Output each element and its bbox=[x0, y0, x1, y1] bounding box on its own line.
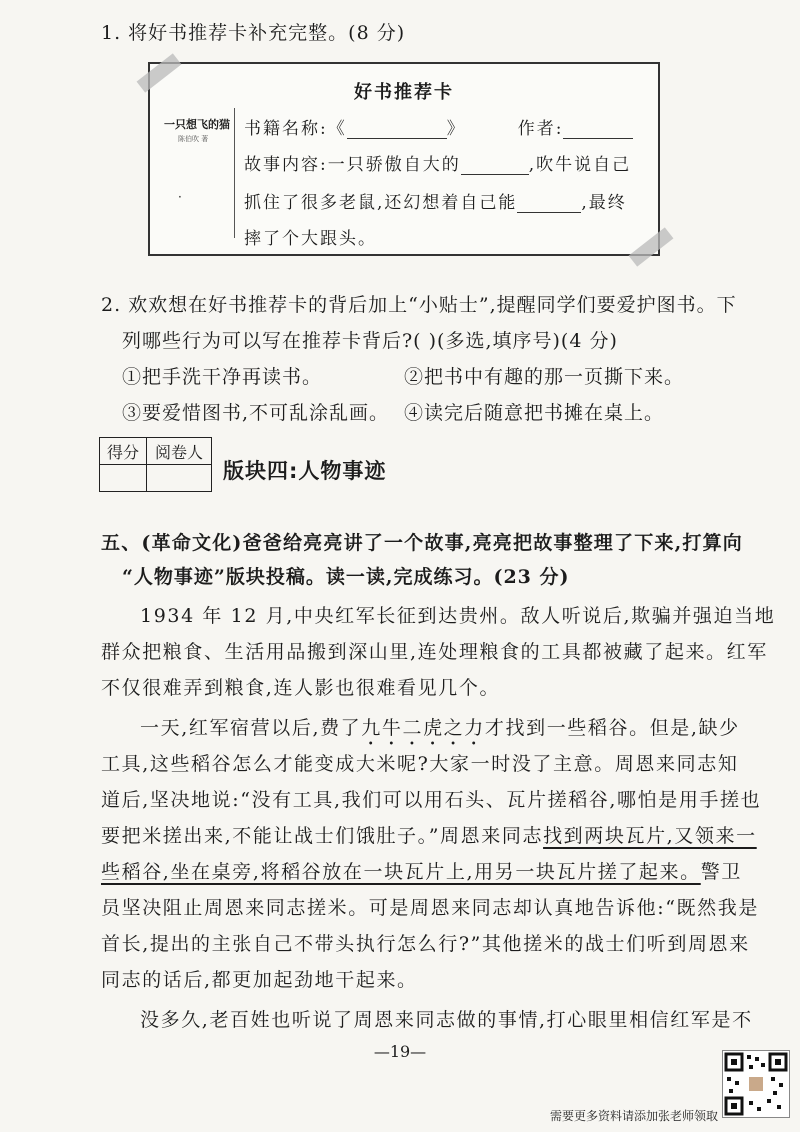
option-3: ③要爱惜图书,不可乱涂乱画。 bbox=[122, 402, 390, 424]
idiom-with-dots: 九牛二虎之力 bbox=[361, 717, 485, 739]
passage-line: 首长,提出的主张自己不带头执行怎么行?”其他搓米的战士们听到周恩来 bbox=[101, 933, 750, 955]
passage-line: 同志的话后,都更加起劲地干起来。 bbox=[101, 969, 418, 991]
footer-note: 需要更多资料请添加张老师领取 bbox=[550, 1109, 719, 1123]
card-title: 好书推荐卡 bbox=[354, 82, 454, 103]
option-4: ④读完后随意把书摊在桌上。 bbox=[404, 402, 665, 424]
passage-line: 员坚决阻止周恩来同志搓米。可是周恩来同志却认真地告诉他:“既然我是 bbox=[101, 897, 759, 919]
passage-line: 一天,红军宿营以后,费了九牛二虎之力才找到一些稻谷。但是,缺少 bbox=[140, 717, 740, 739]
grader-header: 阅卷人 bbox=[147, 438, 212, 465]
book-cover bbox=[162, 108, 235, 238]
card-line-story-1: 故事内容:一只骄傲自大的 ,吹牛说自己 bbox=[244, 155, 632, 175]
section-title: 版块四:人物事迹 bbox=[223, 459, 387, 483]
question-2-line-1: 2. 欢欢想在好书推荐卡的背后加上“小贴士”,提醒同学们要爱护图书。下 bbox=[101, 294, 737, 316]
passage-line: 道后,坚决地说:“没有工具,我们可以用石头、瓦片搓稻谷,哪怕是用手搓也 bbox=[101, 789, 762, 811]
tape-decoration bbox=[629, 227, 674, 266]
book-recommendation-card bbox=[148, 62, 660, 256]
blank-book-name[interactable] bbox=[347, 120, 447, 139]
option-1: ①把手洗干净再读书。 bbox=[122, 366, 323, 388]
passage-line: 群众把粮食、生活用品搬到深山里,连处理粮食的工具都被藏了起来。红军 bbox=[101, 641, 768, 663]
card-line-book-name: 书籍名称:《 》 作者: bbox=[244, 114, 633, 139]
book-cover-title: 一只想飞的猫 bbox=[164, 118, 230, 131]
question-2-line-2: 列哪些行为可以写在推荐卡背后?( )(多选,填序号)(4 分) bbox=[122, 330, 618, 352]
passage-line: 不仅很难弄到粮食,连人影也很难看见几个。 bbox=[101, 677, 501, 699]
passage-line: 没多久,老百姓也听说了周恩来同志做的事情,打心眼里相信红军是不 bbox=[140, 1009, 753, 1031]
blank-author[interactable] bbox=[563, 120, 633, 139]
score-header: 得分 bbox=[100, 438, 147, 465]
qr-code-icon bbox=[722, 1050, 790, 1118]
score-cell[interactable] bbox=[100, 465, 147, 492]
question-5-line-1: 五、(革命文化)爸爸给亮亮讲了一个故事,亮亮把故事整理了下来,打算向 bbox=[101, 532, 744, 554]
underlined-sentence: 些稻谷,坐在桌旁,将稻谷放在一块瓦片上,用另一块瓦片搓了起来。 bbox=[101, 861, 701, 883]
question-1: 1. 将好书推荐卡补充完整。(8 分) bbox=[101, 22, 406, 44]
option-2: ②把书中有趣的那一页撕下来。 bbox=[404, 366, 685, 388]
question-5-line-2: “人物事迹”版块投稿。读一读,完成练习。(23 分) bbox=[122, 566, 570, 588]
book-cover-mark: · bbox=[178, 190, 182, 204]
blank-animal[interactable] bbox=[461, 156, 529, 175]
book-cover-author: 陈伯吹 著 bbox=[178, 135, 209, 143]
passage-line: 工具,这些稻谷怎么才能变成大米呢?大家一时没了主意。周恩来同志知 bbox=[101, 753, 739, 775]
page-number: —19— bbox=[373, 1042, 427, 1061]
passage-line: 些稻谷,坐在桌旁,将稻谷放在一块瓦片上,用另一块瓦片搓了起来。警卫 bbox=[101, 861, 742, 883]
grader-cell[interactable] bbox=[147, 465, 212, 492]
card-line-story-2: 抓住了很多老鼠,还幻想着自己能 ,最终 bbox=[244, 193, 627, 213]
underlined-sentence: 找到两块瓦片,又领来一 bbox=[543, 825, 757, 847]
card-line-story-3: 摔了个大跟头。 bbox=[244, 229, 377, 249]
blank-ability[interactable] bbox=[517, 194, 581, 213]
score-table bbox=[99, 437, 212, 492]
passage-line: 1934 年 12 月,中央红军长征到达贵州。敌人听说后,欺骗并强迫当地 bbox=[140, 605, 776, 627]
passage-line: 要把米搓出来,不能让战士们饿肚子。”周恩来同志找到两块瓦片,又领来一 bbox=[101, 825, 757, 847]
